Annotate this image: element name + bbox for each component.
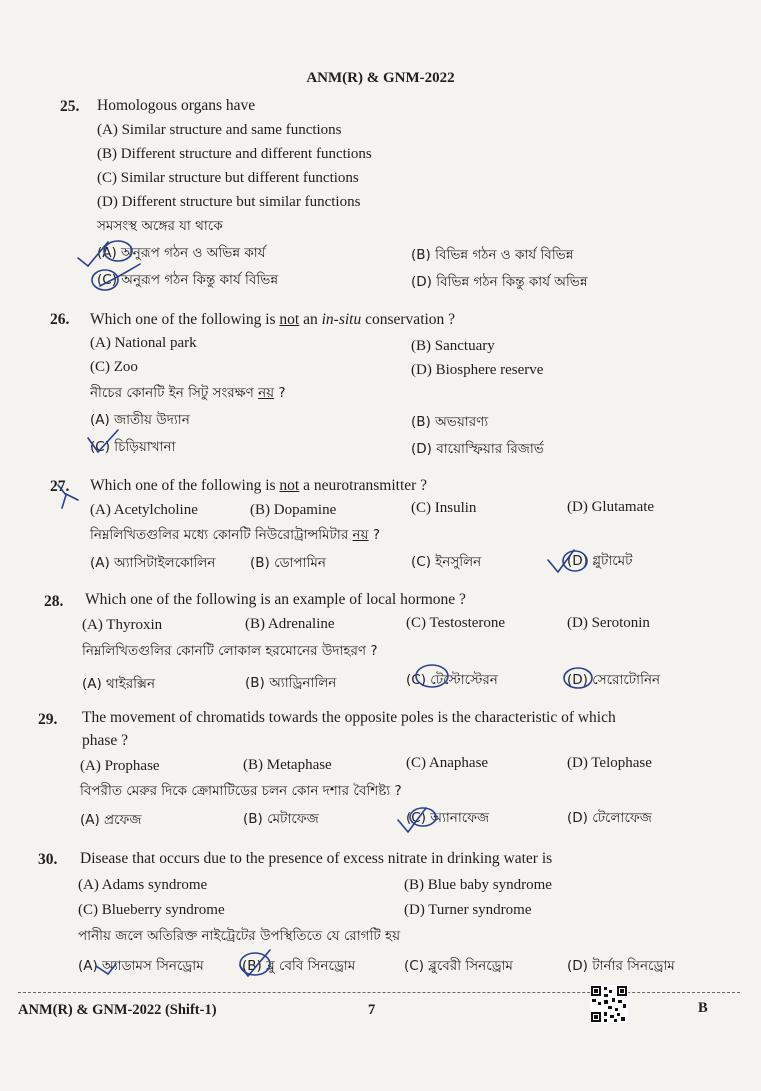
option-b-bn: (B) বিভিন্ন গঠন ও কার্য বিভিন্ন	[411, 247, 574, 263]
page-number: 7	[368, 1002, 376, 1018]
option-b-bn: (B) মেটাফেজ	[243, 811, 319, 827]
question-text-en: Which one of the following is not a neurotransmitter ?	[90, 477, 428, 494]
option-b-bn: (B) অভয়ারণ্য	[411, 414, 489, 430]
option-a-bn: (A) জাতীয় উদ্যান	[90, 412, 190, 428]
option-a-en: (A) Similar structure and same functions	[97, 122, 342, 138]
option-b-en: (B) Blue baby syndrome	[404, 877, 552, 893]
option-c-bn: (C) চিড়িয়াখানা	[90, 439, 176, 455]
option-d-bn: (D) বিভিন্ন গঠন কিন্তু কার্য অভিন্ন	[411, 274, 588, 290]
option-c-en: (C) Blueberry syndrome	[78, 902, 225, 918]
option-c-bn: (C) অ্যানাফেজ	[406, 810, 490, 826]
question-text-en: Which one of the following is an example of local hormone ?	[85, 591, 466, 608]
question-number: 30.	[38, 851, 58, 868]
question-number: 26.	[50, 311, 70, 328]
option-d-en: (D) Glutamate	[567, 499, 655, 515]
option-d-bn: (D) গ্লুটামেট	[567, 553, 633, 569]
option-a-bn: (A) থাইরক্সিন	[82, 676, 156, 692]
option-d-bn: (D) টার্নার সিনড্রোম	[567, 958, 675, 974]
option-b-en: (B) Sanctuary	[411, 338, 495, 354]
option-d-en: (D) Biosphere reserve	[411, 362, 544, 378]
question-text-en: Disease that occurs due to the presence of excess nitrate in drinking water is	[80, 850, 553, 867]
question-text-en-continued: phase ?	[82, 732, 129, 749]
question-number: 25.	[60, 98, 80, 115]
option-c-bn: (C) টেস্টোস্টেরন	[406, 672, 498, 688]
option-b-en: (B) Dopamine	[250, 502, 337, 518]
question-text-bn: নীচের কোনটি ইন সিটু সংরক্ষণ নয় ?	[90, 385, 286, 401]
question-text-bn: নিম্নলিখিতগুলির মধ্যে কোনটি নিউরোট্রান্সমিটার নয় ?	[90, 527, 381, 543]
option-a-en: (A) Thyroxin	[82, 617, 163, 633]
option-c-en: (C) Anaphase	[406, 755, 489, 771]
option-a-bn: (A) অনুরূপ গঠন ও অভিন্ন কার্য	[97, 245, 266, 261]
option-a-bn: (A) অ্যাডামস সিনড্রোম	[78, 958, 204, 974]
question-text-en: Which one of the following is not an in-situ conservation ?	[90, 311, 456, 328]
option-d-bn: (D) টেলোফেজ	[567, 810, 652, 826]
question-number: 27.	[50, 478, 70, 495]
footer-exam-label: ANM(R) & GNM-2022 (Shift-1)	[18, 1002, 217, 1018]
option-c-en: (C) Zoo	[90, 359, 138, 375]
option-c-bn: (C) অনুরূপ গঠন কিন্তু কার্য বিভিন্ন	[97, 272, 279, 288]
question-text-en: Homologous organs have	[97, 97, 256, 114]
show-through-text	[355, 100, 358, 116]
question-set-label: B	[698, 1000, 708, 1016]
option-c-en: (C) Similar structure but different functions	[97, 170, 359, 186]
question-text-bn: বিপরীত মেরুর দিকে ক্রোমাটিডের চলন কোন দশার বৈশিষ্ট্য ?	[80, 783, 402, 799]
question-number: 28.	[44, 593, 64, 610]
option-b-bn: (B) ব্লু বেবি সিনড্রোম	[242, 958, 356, 974]
option-b-bn: (B) অ্যাড্রিনালিন	[245, 675, 337, 691]
option-c-bn: (C) ইনসুলিন	[411, 554, 482, 570]
option-a-en: (A) Acetylcholine	[90, 502, 198, 518]
page-header: ANM(R) & GNM-2022	[306, 70, 455, 86]
option-a-en: (A) National park	[90, 335, 197, 351]
option-b-bn: (B) ডোপামিন	[250, 555, 326, 571]
question-number: 29.	[38, 711, 58, 728]
question-text-en: The movement of chromatids towards the opposite poles is the characteristic of which	[82, 709, 616, 726]
option-b-en: (B) Adrenaline	[245, 616, 335, 632]
option-d-bn: (D) বায়োস্ফিয়ার রিজার্ভ	[411, 441, 544, 457]
qr-code-icon	[590, 985, 628, 1023]
option-d-en: (D) Telophase	[567, 755, 652, 771]
question-text-bn: পানীয় জলে অতিরিক্ত নাইট্রেটের উপস্থিতিতে যে রোগটি হয়	[78, 928, 401, 944]
option-a-en: (A) Prophase	[80, 758, 160, 774]
option-c-bn: (C) ব্লুবেরী সিনড্রোম	[404, 958, 513, 974]
option-a-bn: (A) প্রফেজ	[80, 812, 142, 828]
option-d-bn: (D) সেরোটোনিন	[567, 672, 661, 688]
option-a-bn: (A) অ্যাসিটাইলকোলিন	[90, 555, 216, 571]
option-c-en: (C) Testosterone	[406, 615, 506, 631]
footer-rule	[18, 992, 740, 993]
option-b-en: (B) Different structure and different functions	[97, 146, 372, 162]
option-a-en: (A) Adams syndrome	[78, 877, 208, 893]
option-b-en: (B) Metaphase	[243, 757, 332, 773]
question-text-bn: নিম্নলিখিতগুলির কোনটি লোকাল হরমোনের উদাহরণ ?	[82, 643, 378, 659]
option-c-en: (C) Insulin	[411, 500, 477, 516]
option-d-en: (D) Different structure but similar functions	[97, 194, 361, 210]
option-d-en: (D) Turner syndrome	[404, 902, 532, 918]
option-d-en: (D) Serotonin	[567, 615, 650, 631]
question-text-bn: সমসংস্থ অঙ্গের যা থাকে	[97, 218, 223, 234]
